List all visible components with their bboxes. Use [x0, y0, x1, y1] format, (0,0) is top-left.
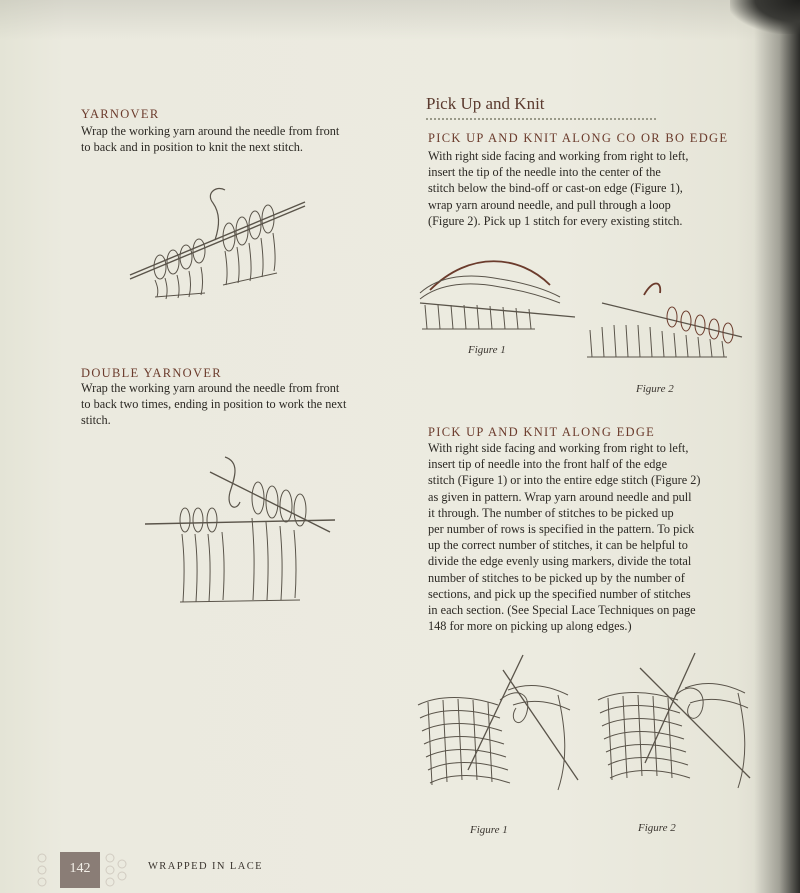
text-line: stitch. [81, 413, 111, 428]
text-line: per number of rows is specified in the pattern. To pick [428, 522, 695, 537]
along-edge-heading: PICK UP AND KNIT ALONG EDGE [428, 425, 656, 439]
stitch-loops [180, 482, 306, 532]
text-line: to back and in position to knit the next stitch. [81, 140, 303, 155]
section-title: Pick Up and Knit [426, 94, 545, 113]
co-bo-edge-figure-1 [410, 245, 570, 335]
co-bo-edge-heading: PICK UP AND KNIT ALONG CO OR BO EDGE [428, 131, 729, 145]
co-bo-edge-text [428, 148, 688, 229]
yarnover-heading: YARNOVER [81, 107, 160, 121]
knit-fabric-columns [180, 518, 300, 602]
text-line: to back two times, ending in position to work the next [81, 397, 347, 412]
text-line: With right side facing and working from right to left, [428, 149, 689, 163]
along-edge-figure-2-caption: Figure 2 [638, 822, 676, 834]
text-line: insert tip of needle into the front half of the edge [428, 457, 668, 472]
text-line: in each section. (See Special Lace Techniques on page [428, 603, 696, 618]
text-line: insert the tip of the needle into the center of the [428, 165, 661, 180]
page-number-box [60, 852, 100, 888]
knit-fabric-columns [587, 325, 727, 357]
binding-gutter-shadow [754, 0, 800, 893]
text-line: (Figure 2). Pick up 1 stitch for every existing stitch. [428, 213, 683, 228]
text-line: Wrap the working yarn around the needle from front [81, 124, 340, 138]
section-divider [426, 118, 656, 120]
text-line: number of stitches to be picked up by the number of [428, 570, 685, 585]
page-number: 142 [69, 861, 91, 876]
text-line: it through. The number of stitches to be picked up [428, 505, 674, 520]
text-line: wrap yarn around needle, and pull through a loop [428, 197, 671, 212]
along-edge-text [428, 440, 701, 634]
along-edge-figure-2 [590, 648, 760, 808]
double-yarnover-illustration [140, 452, 340, 612]
bound-off-edge [420, 276, 560, 303]
picked-up-loops [667, 307, 733, 343]
running-footer-title: WRAPPED IN LACE [148, 861, 263, 872]
page-top-shadow [0, 0, 800, 40]
text-line: 148 for more on picking up along edges.) [428, 619, 632, 634]
knit-fabric-rows [598, 683, 748, 788]
text-line: as given in pattern. Wrap yarn around needle and pull [428, 489, 692, 504]
knit-fabric-rows [418, 685, 570, 790]
text-line: up the correct number of stitches, it can be helpful to [428, 538, 688, 553]
text-line: divide the edge evenly using markers, divide the total [428, 554, 692, 569]
along-edge-figure-1-caption: Figure 1 [470, 824, 508, 836]
co-bo-edge-figure-2 [582, 275, 747, 365]
along-edge-figure-1 [408, 650, 583, 810]
page-corner-shadow [730, 0, 800, 34]
yarnover-text [81, 123, 339, 155]
text-line: stitch below the bind-off or cast-on edge (Figure 1), [428, 181, 683, 196]
yarnover-illustration [125, 185, 315, 310]
stitch-loops-right [223, 205, 274, 251]
text-line: sections, and pick up the specified number of stitches [428, 586, 691, 601]
co-bo-figure-2-caption: Figure 2 [636, 383, 674, 395]
text-line: Wrap the working yarn around the needle from front [81, 381, 340, 395]
text-line: With right side facing and working from right to left, [428, 441, 689, 455]
text-line: stitch (Figure 1) or into the entire edge stitch (Figure 2) [428, 473, 701, 488]
co-bo-figure-1-caption: Figure 1 [468, 344, 506, 356]
double-yarnover-text [81, 380, 346, 429]
double-yarnover-heading: DOUBLE YARNOVER [81, 366, 222, 380]
